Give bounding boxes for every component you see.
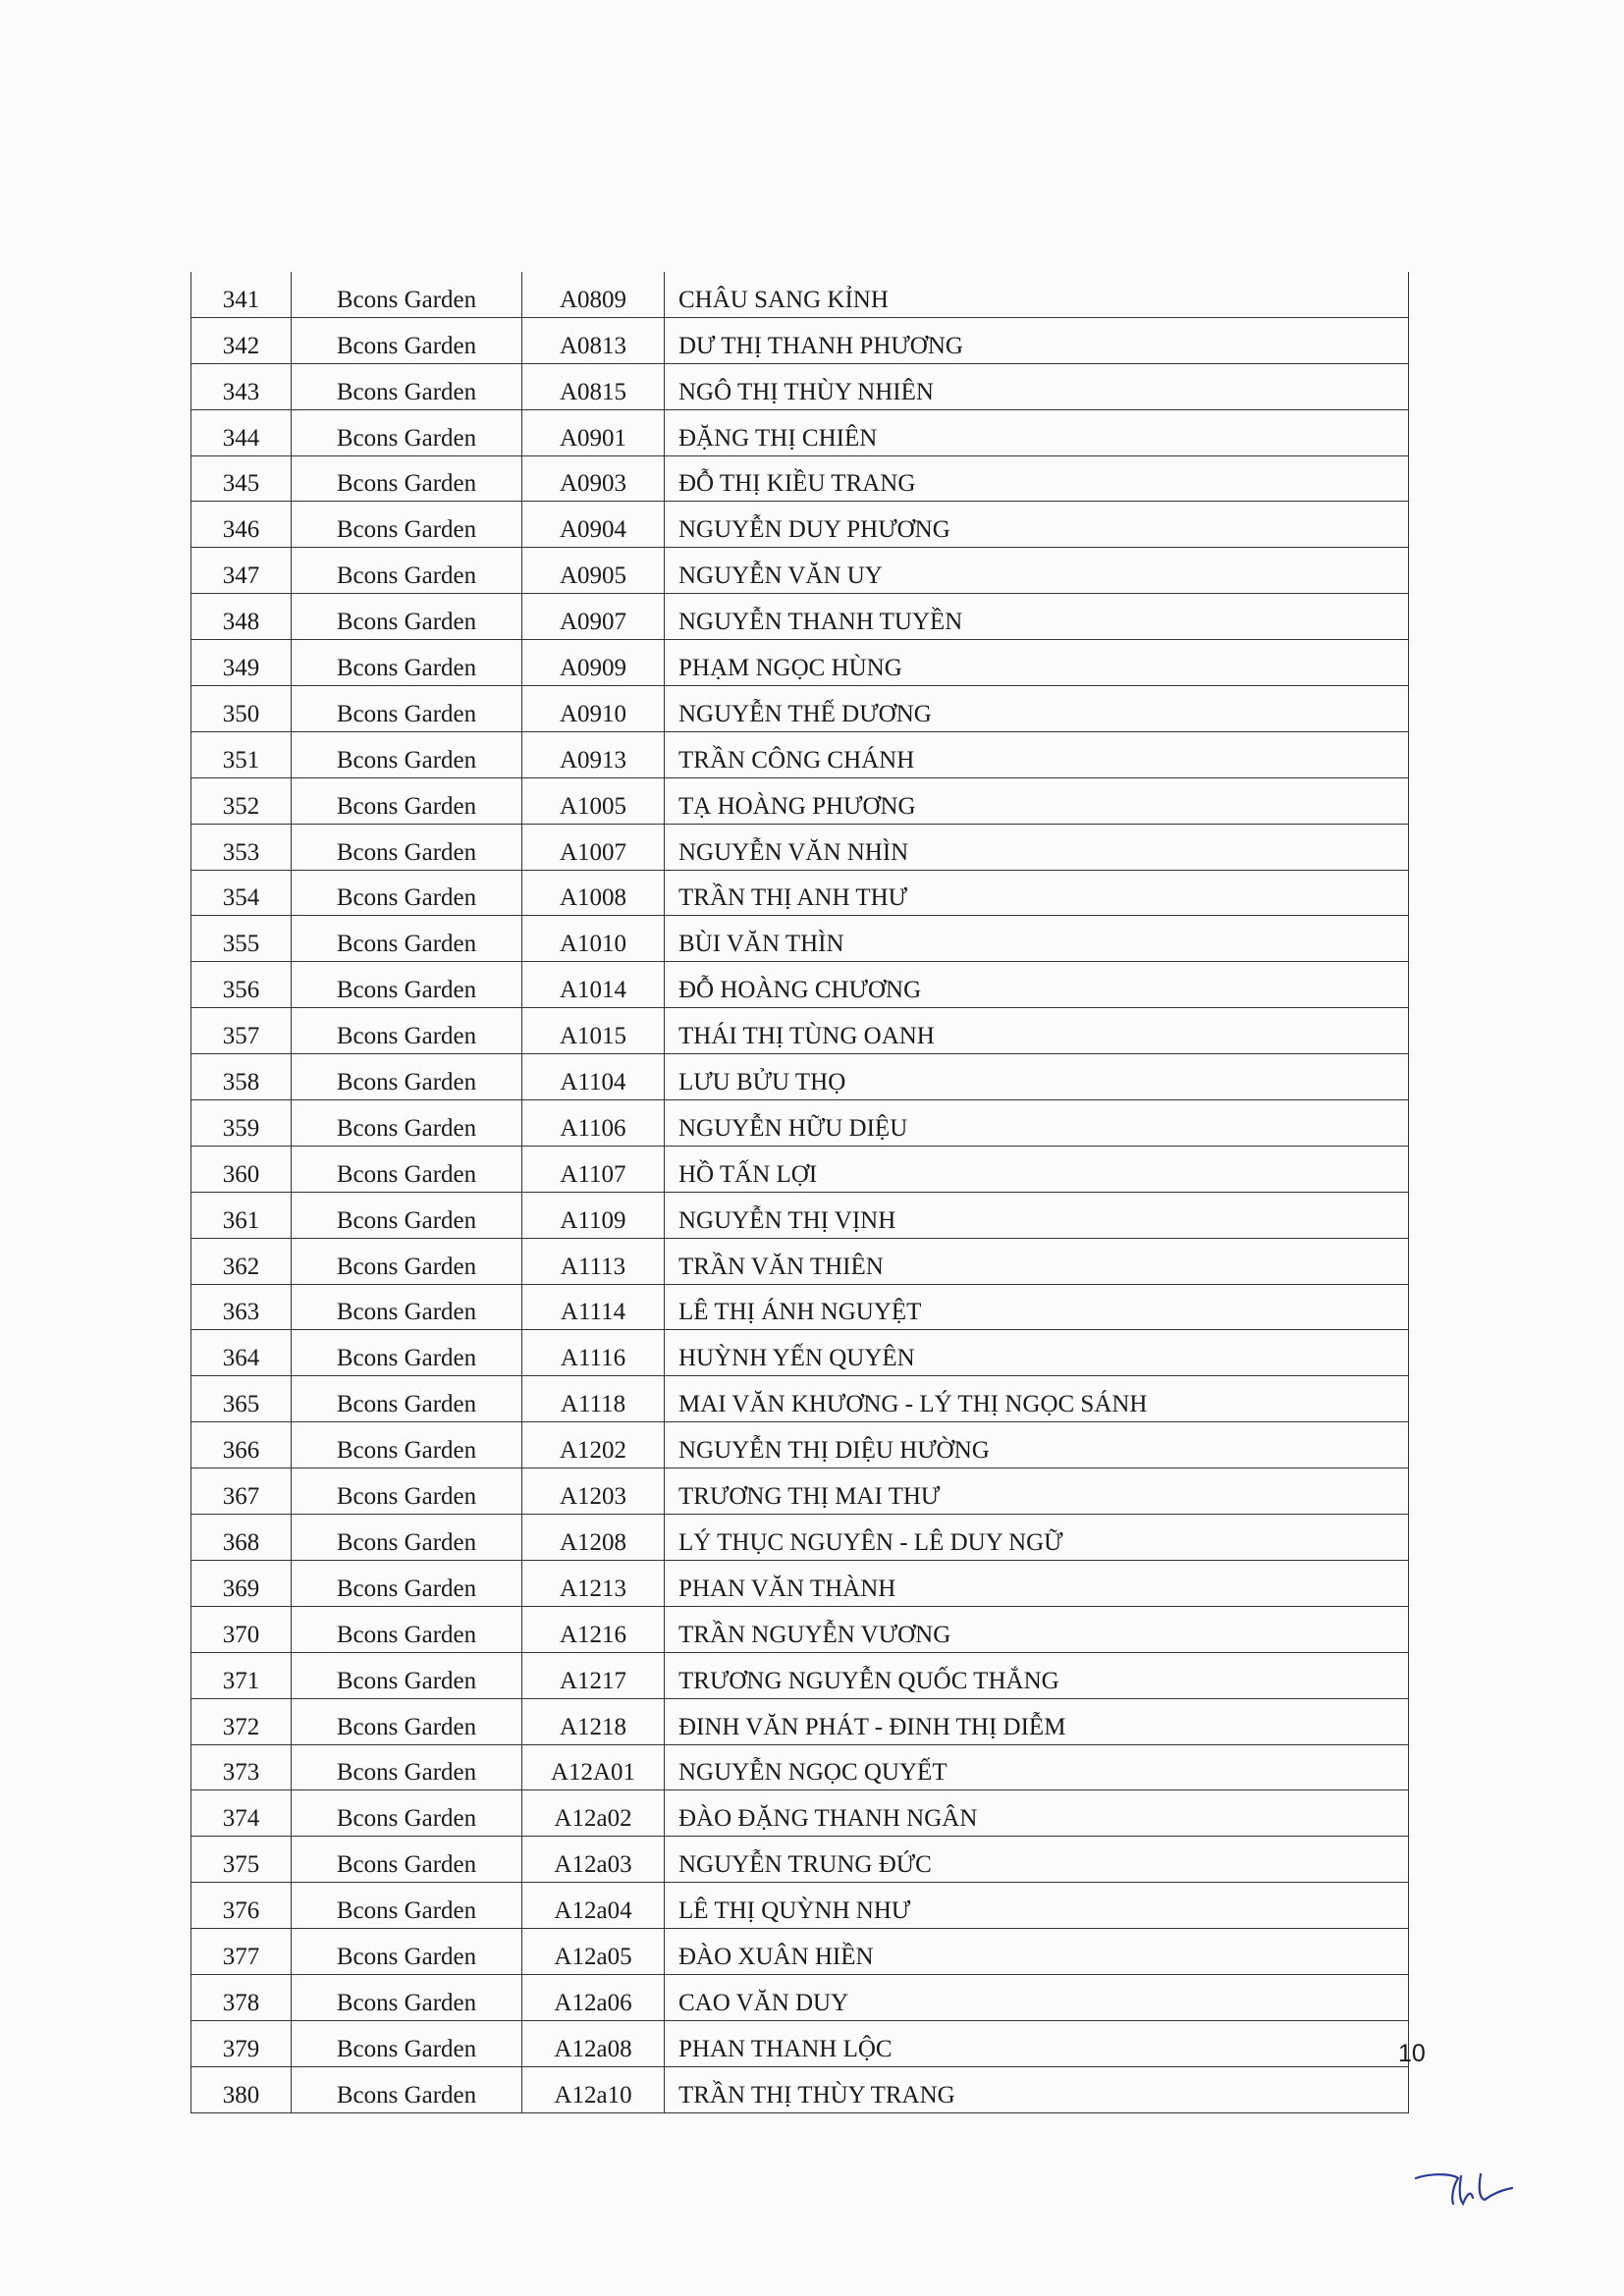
apartment-code-cell: A12a05 — [522, 1929, 665, 1975]
apartment-code-cell: A1116 — [522, 1330, 665, 1376]
row-number-cell: 354 — [191, 870, 292, 916]
table-row — [191, 1146, 1409, 1192]
table-row — [191, 1698, 1409, 1744]
project-name-cell: Bcons Garden — [292, 1974, 522, 2020]
project-name-cell: Bcons Garden — [292, 1146, 522, 1192]
owner-name-cell: PHAN THANH LỘC — [665, 2020, 1409, 2066]
apartment-code-cell: A0909 — [522, 640, 665, 686]
project-name-cell: Bcons Garden — [292, 1376, 522, 1422]
table-row — [191, 2020, 1409, 2066]
table-row — [191, 272, 1409, 317]
project-name-cell: Bcons Garden — [292, 640, 522, 686]
project-name-cell: Bcons Garden — [292, 1790, 522, 1837]
apartment-code-cell: A0907 — [522, 594, 665, 640]
row-number-cell: 375 — [191, 1837, 292, 1883]
apartment-code-cell: A1014 — [522, 962, 665, 1008]
table-row — [191, 548, 1409, 594]
apartment-code-cell: A0901 — [522, 409, 665, 455]
table-row — [191, 594, 1409, 640]
row-number-cell: 355 — [191, 916, 292, 962]
table-row — [191, 962, 1409, 1008]
table-row — [191, 1054, 1409, 1100]
apartment-code-cell: A1203 — [522, 1468, 665, 1515]
owner-name-cell: TRẦN THỊ ANH THƯ — [665, 870, 1409, 916]
row-number-cell: 367 — [191, 1468, 292, 1515]
row-number-cell: 346 — [191, 502, 292, 548]
apartment-code-cell: A1107 — [522, 1146, 665, 1192]
table-row — [191, 1929, 1409, 1975]
project-name-cell: Bcons Garden — [292, 1837, 522, 1883]
row-number-cell: 370 — [191, 1606, 292, 1652]
table-row — [191, 1008, 1409, 1054]
apartment-code-cell: A1217 — [522, 1652, 665, 1698]
row-number-cell: 373 — [191, 1744, 292, 1790]
apartment-code-cell: A0815 — [522, 363, 665, 409]
table-row — [191, 1790, 1409, 1837]
row-number-cell: 379 — [191, 2020, 292, 2066]
table-row — [191, 455, 1409, 502]
owner-name-cell: DƯ THỊ THANH PHƯƠNG — [665, 317, 1409, 363]
project-name-cell: Bcons Garden — [292, 594, 522, 640]
project-name-cell: Bcons Garden — [292, 1652, 522, 1698]
row-number-cell: 348 — [191, 594, 292, 640]
project-name-cell: Bcons Garden — [292, 455, 522, 502]
owner-name-cell: HUỲNH YẾN QUYÊN — [665, 1330, 1409, 1376]
table-row — [191, 731, 1409, 777]
owner-name-cell: NGUYỄN DUY PHƯƠNG — [665, 502, 1409, 548]
project-name-cell: Bcons Garden — [292, 2066, 522, 2112]
table-row — [191, 1883, 1409, 1929]
row-number-cell: 366 — [191, 1422, 292, 1468]
project-name-cell: Bcons Garden — [292, 363, 522, 409]
apartment-code-cell: A1213 — [522, 1560, 665, 1606]
project-name-cell: Bcons Garden — [292, 1606, 522, 1652]
project-name-cell: Bcons Garden — [292, 870, 522, 916]
apartment-code-cell: A12a10 — [522, 2066, 665, 2112]
table-row — [191, 1100, 1409, 1147]
owner-name-cell: NGUYỄN TRUNG ĐỨC — [665, 1837, 1409, 1883]
row-number-cell: 364 — [191, 1330, 292, 1376]
row-number-cell: 358 — [191, 1054, 292, 1100]
row-number-cell: 361 — [191, 1192, 292, 1238]
apartment-code-cell: A12a03 — [522, 1837, 665, 1883]
owner-name-cell: TRẦN NGUYỄN VƯƠNG — [665, 1606, 1409, 1652]
table-row — [191, 777, 1409, 824]
row-number-cell: 372 — [191, 1698, 292, 1744]
owner-name-cell: PHẠM NGỌC HÙNG — [665, 640, 1409, 686]
project-name-cell: Bcons Garden — [292, 916, 522, 962]
owner-name-cell: NGUYỄN VĂN UY — [665, 548, 1409, 594]
owner-name-cell: TẠ HOÀNG PHƯƠNG — [665, 777, 1409, 824]
table-row — [191, 1422, 1409, 1468]
apartment-code-cell: A12a04 — [522, 1883, 665, 1929]
owner-name-cell: THÁI THỊ TÙNG OANH — [665, 1008, 1409, 1054]
project-name-cell: Bcons Garden — [292, 1515, 522, 1561]
project-name-cell: Bcons Garden — [292, 1284, 522, 1330]
row-number-cell: 378 — [191, 1974, 292, 2020]
owner-name-cell: ĐÀO XUÂN HIỀN — [665, 1929, 1409, 1975]
project-name-cell: Bcons Garden — [292, 1929, 522, 1975]
row-number-cell: 360 — [191, 1146, 292, 1192]
owner-name-cell: ĐINH VĂN PHÁT - ĐINH THỊ DIỄM — [665, 1698, 1409, 1744]
apartment-code-cell: A0809 — [522, 272, 665, 317]
apartment-code-cell: A0903 — [522, 455, 665, 502]
apartment-code-cell: A12a08 — [522, 2020, 665, 2066]
table-row — [191, 1974, 1409, 2020]
apartment-code-cell: A1208 — [522, 1515, 665, 1561]
owner-name-cell: NGUYỄN THỊ VỊNH — [665, 1192, 1409, 1238]
row-number-cell: 380 — [191, 2066, 292, 2112]
project-name-cell: Bcons Garden — [292, 502, 522, 548]
table-row — [191, 916, 1409, 962]
owner-name-cell: TRẦN CÔNG CHÁNH — [665, 731, 1409, 777]
table-row — [191, 363, 1409, 409]
project-name-cell: Bcons Garden — [292, 686, 522, 732]
apartment-code-cell: A12A01 — [522, 1744, 665, 1790]
row-number-cell: 374 — [191, 1790, 292, 1837]
row-number-cell: 356 — [191, 962, 292, 1008]
row-number-cell: 351 — [191, 731, 292, 777]
table-row — [191, 2066, 1409, 2112]
owner-name-cell: CHÂU SANG KỈNH — [665, 272, 1409, 317]
owner-name-cell: NGUYỄN THẾ DƯƠNG — [665, 686, 1409, 732]
row-number-cell: 362 — [191, 1238, 292, 1284]
project-name-cell: Bcons Garden — [292, 1100, 522, 1147]
row-number-cell: 347 — [191, 548, 292, 594]
table-row — [191, 640, 1409, 686]
project-name-cell: Bcons Garden — [292, 777, 522, 824]
row-number-cell: 344 — [191, 409, 292, 455]
owner-name-cell: NGUYỄN VĂN NHÌN — [665, 824, 1409, 870]
owner-name-cell: PHAN VĂN THÀNH — [665, 1560, 1409, 1606]
project-name-cell: Bcons Garden — [292, 1698, 522, 1744]
owner-name-cell: NGÔ THỊ THÙY NHIÊN — [665, 363, 1409, 409]
row-number-cell: 371 — [191, 1652, 292, 1698]
apartment-code-cell: A0813 — [522, 317, 665, 363]
apartment-code-cell: A1106 — [522, 1100, 665, 1147]
row-number-cell: 368 — [191, 1515, 292, 1561]
owners-table — [190, 272, 1409, 2113]
table-row — [191, 502, 1409, 548]
table-row — [191, 1744, 1409, 1790]
table-row — [191, 1560, 1409, 1606]
project-name-cell: Bcons Garden — [292, 1330, 522, 1376]
project-name-cell: Bcons Garden — [292, 2020, 522, 2066]
apartment-code-cell: A1015 — [522, 1008, 665, 1054]
table-row — [191, 1837, 1409, 1883]
apartment-code-cell: A1114 — [522, 1284, 665, 1330]
project-name-cell: Bcons Garden — [292, 1468, 522, 1515]
apartment-code-cell: A1216 — [522, 1606, 665, 1652]
apartment-code-cell: A1109 — [522, 1192, 665, 1238]
owner-name-cell: TRƯƠNG NGUYỄN QUỐC THẮNG — [665, 1652, 1409, 1698]
row-number-cell: 352 — [191, 777, 292, 824]
signature-initials — [1414, 2164, 1522, 2218]
apartment-code-cell: A1005 — [522, 777, 665, 824]
owner-name-cell: NGUYỄN NGỌC QUYẾT — [665, 1744, 1409, 1790]
owner-name-cell: ĐÀO ĐẶNG THANH NGÂN — [665, 1790, 1409, 1837]
table-row — [191, 409, 1409, 455]
apartment-code-cell: A1007 — [522, 824, 665, 870]
row-number-cell: 345 — [191, 455, 292, 502]
row-number-cell: 377 — [191, 1929, 292, 1975]
apartment-code-cell: A1113 — [522, 1238, 665, 1284]
owner-name-cell: CAO VĂN DUY — [665, 1974, 1409, 2020]
table-row — [191, 317, 1409, 363]
apartment-code-cell: A1010 — [522, 916, 665, 962]
apartment-code-cell: A0913 — [522, 731, 665, 777]
owner-name-cell: LƯU BỬU THỌ — [665, 1054, 1409, 1100]
project-name-cell: Bcons Garden — [292, 962, 522, 1008]
apartment-code-cell: A0910 — [522, 686, 665, 732]
row-number-cell: 357 — [191, 1008, 292, 1054]
project-name-cell: Bcons Garden — [292, 1238, 522, 1284]
row-number-cell: 369 — [191, 1560, 292, 1606]
apartment-code-cell: A12a06 — [522, 1974, 665, 2020]
project-name-cell: Bcons Garden — [292, 409, 522, 455]
apartment-code-cell: A1104 — [522, 1054, 665, 1100]
row-number-cell: 342 — [191, 317, 292, 363]
project-name-cell: Bcons Garden — [292, 731, 522, 777]
apartment-code-cell: A1008 — [522, 870, 665, 916]
table-row — [191, 1238, 1409, 1284]
apartment-code-cell: A0905 — [522, 548, 665, 594]
owner-name-cell: BÙI VĂN THÌN — [665, 916, 1409, 962]
owner-name-cell: NGUYỄN HỮU DIỆU — [665, 1100, 1409, 1147]
row-number-cell: 359 — [191, 1100, 292, 1147]
table-row — [191, 1515, 1409, 1561]
owner-name-cell: ĐỖ THỊ KIỀU TRANG — [665, 455, 1409, 502]
project-name-cell: Bcons Garden — [292, 1008, 522, 1054]
table-row — [191, 1468, 1409, 1515]
apartment-code-cell: A1218 — [522, 1698, 665, 1744]
owner-name-cell: NGUYỄN THANH TUYỀN — [665, 594, 1409, 640]
row-number-cell: 349 — [191, 640, 292, 686]
project-name-cell: Bcons Garden — [292, 272, 522, 317]
page-number: 10 — [1398, 2040, 1426, 2067]
row-number-cell: 353 — [191, 824, 292, 870]
row-number-cell: 343 — [191, 363, 292, 409]
table-row — [191, 1606, 1409, 1652]
owner-name-cell: HỒ TẤN LỢI — [665, 1146, 1409, 1192]
owner-name-cell: ĐẶNG THỊ CHIÊN — [665, 409, 1409, 455]
project-name-cell: Bcons Garden — [292, 1422, 522, 1468]
owner-name-cell: NGUYỄN THỊ DIỆU HƯỜNG — [665, 1422, 1409, 1468]
row-number-cell: 363 — [191, 1284, 292, 1330]
owner-name-cell: LÝ THỤC NGUYÊN - LÊ DUY NGỮ — [665, 1515, 1409, 1561]
project-name-cell: Bcons Garden — [292, 1560, 522, 1606]
project-name-cell: Bcons Garden — [292, 1883, 522, 1929]
project-name-cell: Bcons Garden — [292, 1054, 522, 1100]
table-row — [191, 686, 1409, 732]
row-number-cell: 376 — [191, 1883, 292, 1929]
owner-name-cell: ĐỖ HOÀNG CHƯƠNG — [665, 962, 1409, 1008]
table-row — [191, 870, 1409, 916]
project-name-cell: Bcons Garden — [292, 824, 522, 870]
project-name-cell: Bcons Garden — [292, 1744, 522, 1790]
apartment-code-cell: A1202 — [522, 1422, 665, 1468]
project-name-cell: Bcons Garden — [292, 1192, 522, 1238]
owner-name-cell: TRƯƠNG THỊ MAI THƯ — [665, 1468, 1409, 1515]
table-row — [191, 1652, 1409, 1698]
owner-name-cell: TRẦN THỊ THÙY TRANG — [665, 2066, 1409, 2112]
table-row — [191, 1330, 1409, 1376]
table-row — [191, 1192, 1409, 1238]
row-number-cell: 350 — [191, 686, 292, 732]
row-number-cell: 365 — [191, 1376, 292, 1422]
table-row — [191, 1284, 1409, 1330]
owner-name-cell: TRẦN VĂN THIÊN — [665, 1238, 1409, 1284]
table-row — [191, 824, 1409, 870]
project-name-cell: Bcons Garden — [292, 317, 522, 363]
project-name-cell: Bcons Garden — [292, 548, 522, 594]
table-row — [191, 1376, 1409, 1422]
apartment-code-cell: A1118 — [522, 1376, 665, 1422]
owner-name-cell: LÊ THỊ QUỲNH NHƯ — [665, 1883, 1409, 1929]
apartment-code-cell: A12a02 — [522, 1790, 665, 1837]
owner-name-cell: MAI VĂN KHƯƠNG - LÝ THỊ NGỌC SÁNH — [665, 1376, 1409, 1422]
apartment-code-cell: A0904 — [522, 502, 665, 548]
owner-name-cell: LÊ THỊ ÁNH NGUYỆT — [665, 1284, 1409, 1330]
row-number-cell: 341 — [191, 272, 292, 317]
